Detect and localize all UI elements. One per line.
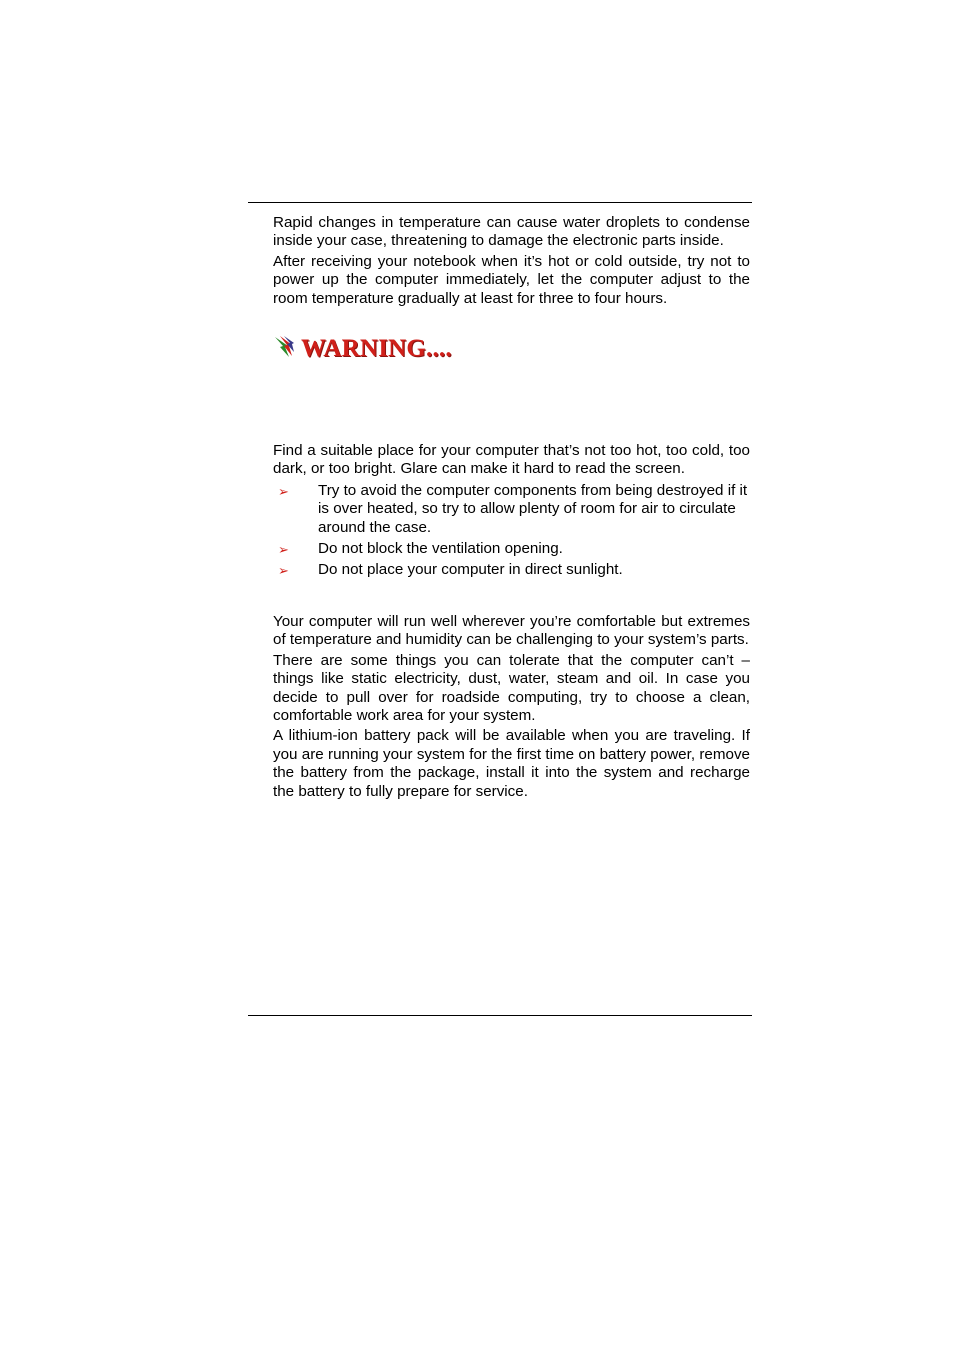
- warning-banner: [273, 334, 452, 364]
- paragraph: After receiving your notebook when it’s hot or cold outside, try not to power up the computer immediately, let the computer adjust to the room temperature gradually at least for three to four hours.: [273, 252, 750, 307]
- paragraph: There are some things you can tolerate that the computer can’t – things like static electricity, dust, water, steam and oil. In case you decide to pull over for roadside computing, try to choose a clean, comfortable work area for your system.: [273, 651, 750, 725]
- list-item-text: Do not place your computer in direct sunlight.: [318, 561, 623, 579]
- list-item: [273, 540, 750, 558]
- bullet-list: [273, 482, 750, 580]
- header-rule: [248, 202, 752, 203]
- warning-arrows-icon: [273, 334, 299, 365]
- list-item: [273, 482, 750, 537]
- list-item: [273, 561, 750, 579]
- arrow-bullet-icon: ➢: [278, 542, 289, 558]
- paragraph: A lithium-ion battery pack will be available when you are traveling. If you are running your system for the first time on battery power, remove the battery from the package, install it into the system and recharge the battery to fully prepare for service.: [273, 727, 750, 800]
- paragraph: Rapid changes in temperature can cause water droplets to condense inside your case, threatening to damage the electronic parts inside.: [273, 214, 750, 250]
- section-placement: [273, 442, 750, 580]
- paragraph: Find a suitable place for your computer that’s not too hot, too cold, too dark, or too bright. Glare can make it hard to read the screen.: [273, 442, 750, 478]
- list-item-text: Try to avoid the computer components from being destroyed if it is over heated, so try to allow plenty of room for air to circulate around the case.: [318, 481, 748, 536]
- footer-rule: [248, 1015, 752, 1016]
- section-environment: [273, 613, 750, 801]
- list-item-text: Do not block the ventilation opening.: [318, 540, 563, 558]
- paragraph: Your computer will run well wherever you’re comfortable but extremes of temperature and humidity can be challenging to your system’s parts.: [273, 613, 750, 649]
- section-temperature: [273, 214, 750, 308]
- arrow-bullet-icon: ➢: [278, 483, 289, 499]
- arrow-bullet-icon: ➢: [278, 563, 289, 579]
- warning-label: WARNING....: [301, 335, 452, 362]
